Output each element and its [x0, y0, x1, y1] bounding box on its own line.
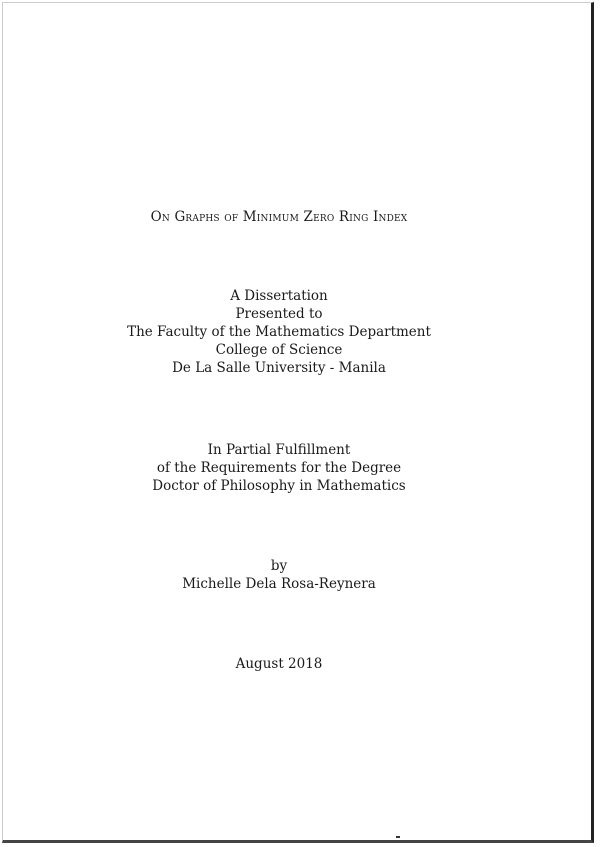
fulfillment-line: of the Requirements for the Degree: [156, 460, 402, 476]
presented-line: The Faculty of the Mathematics Department: [127, 324, 431, 340]
fulfillment-line: Doctor of Philosophy in Mathematics: [152, 478, 406, 494]
by-label: by: [270, 558, 288, 574]
scan-speck: [396, 836, 400, 838]
presented-line: College of Science: [215, 342, 343, 358]
presented-line: Presented to: [235, 306, 323, 322]
author-name: Michelle Dela Rosa-Reynera: [182, 576, 376, 592]
fulfillment-line: In Partial Fulfillment: [207, 442, 351, 458]
author-block: [3, 557, 555, 593]
document-page: [2, 2, 594, 843]
presented-line: De La Salle University - Manila: [172, 360, 386, 376]
dissertation-title: [3, 208, 555, 226]
date-text: August 2018: [235, 656, 323, 672]
date-block: [3, 655, 555, 673]
presented-line: A Dissertation: [230, 288, 328, 304]
title-text: On Graphs of Minimum Zero Ring Index: [150, 209, 408, 225]
presentation-block: [3, 287, 555, 377]
fulfillment-block: [3, 441, 555, 495]
